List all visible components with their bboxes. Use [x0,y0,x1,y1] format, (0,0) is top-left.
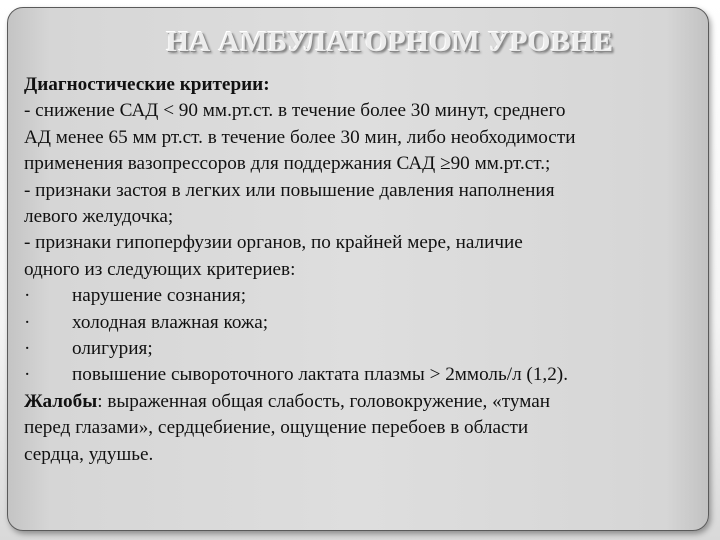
complaints-label: Жалобы [24,390,98,412]
criteria-line: левого желудочка; [24,206,174,228]
bullet-item [24,310,700,336]
bullet-marker: · [24,311,31,333]
slide-title: НА АМБУЛАТОРНОМ УРОВНЕ [166,26,614,58]
criteria-line: одного из следующих критериев: [24,258,296,280]
criteria-line: применения вазопрессоров для поддержания САД ≥90 мм.рт.ст.; [24,153,551,175]
complaints-line: сердца, удушье. [24,443,154,465]
bullet-marker: · [24,285,31,307]
criteria-line: - признаки гипоперфузии органов, по крайней мере, наличие [24,232,523,254]
complaints-line [24,389,700,415]
slide-body [24,72,700,468]
complaints-text: : выраженная общая слабость, головокружение, «туман [97,390,551,412]
bullet-item [24,362,700,388]
criteria-heading: Диагностические критерии: [24,74,270,95]
criteria-line: - признаки застоя в легких или повышение давления наполнения [24,179,555,201]
bullet-marker: · [24,364,31,386]
complaints-line: перед глазами», сердцебиение, ощущение перебоев в области [24,417,529,439]
bullet-text: нарушение сознания; [72,285,247,307]
criteria-line: - снижение САД < 90 мм.рт.ст. в течение более 30 минут, среднего [24,100,566,122]
bullet-item [24,283,700,309]
bullet-item [24,336,700,362]
bullet-marker: · [24,338,31,360]
criteria-line: АД менее 65 мм рт.ст. в течение более 30 мин, либо необходимости [24,126,576,148]
bullet-text: олигурия; [72,338,153,360]
bullet-text: холодная влажная кожа; [72,311,269,333]
bullet-text: повышение сывороточного лактата плазмы > 2ммоль/л (1,2). [72,364,568,386]
